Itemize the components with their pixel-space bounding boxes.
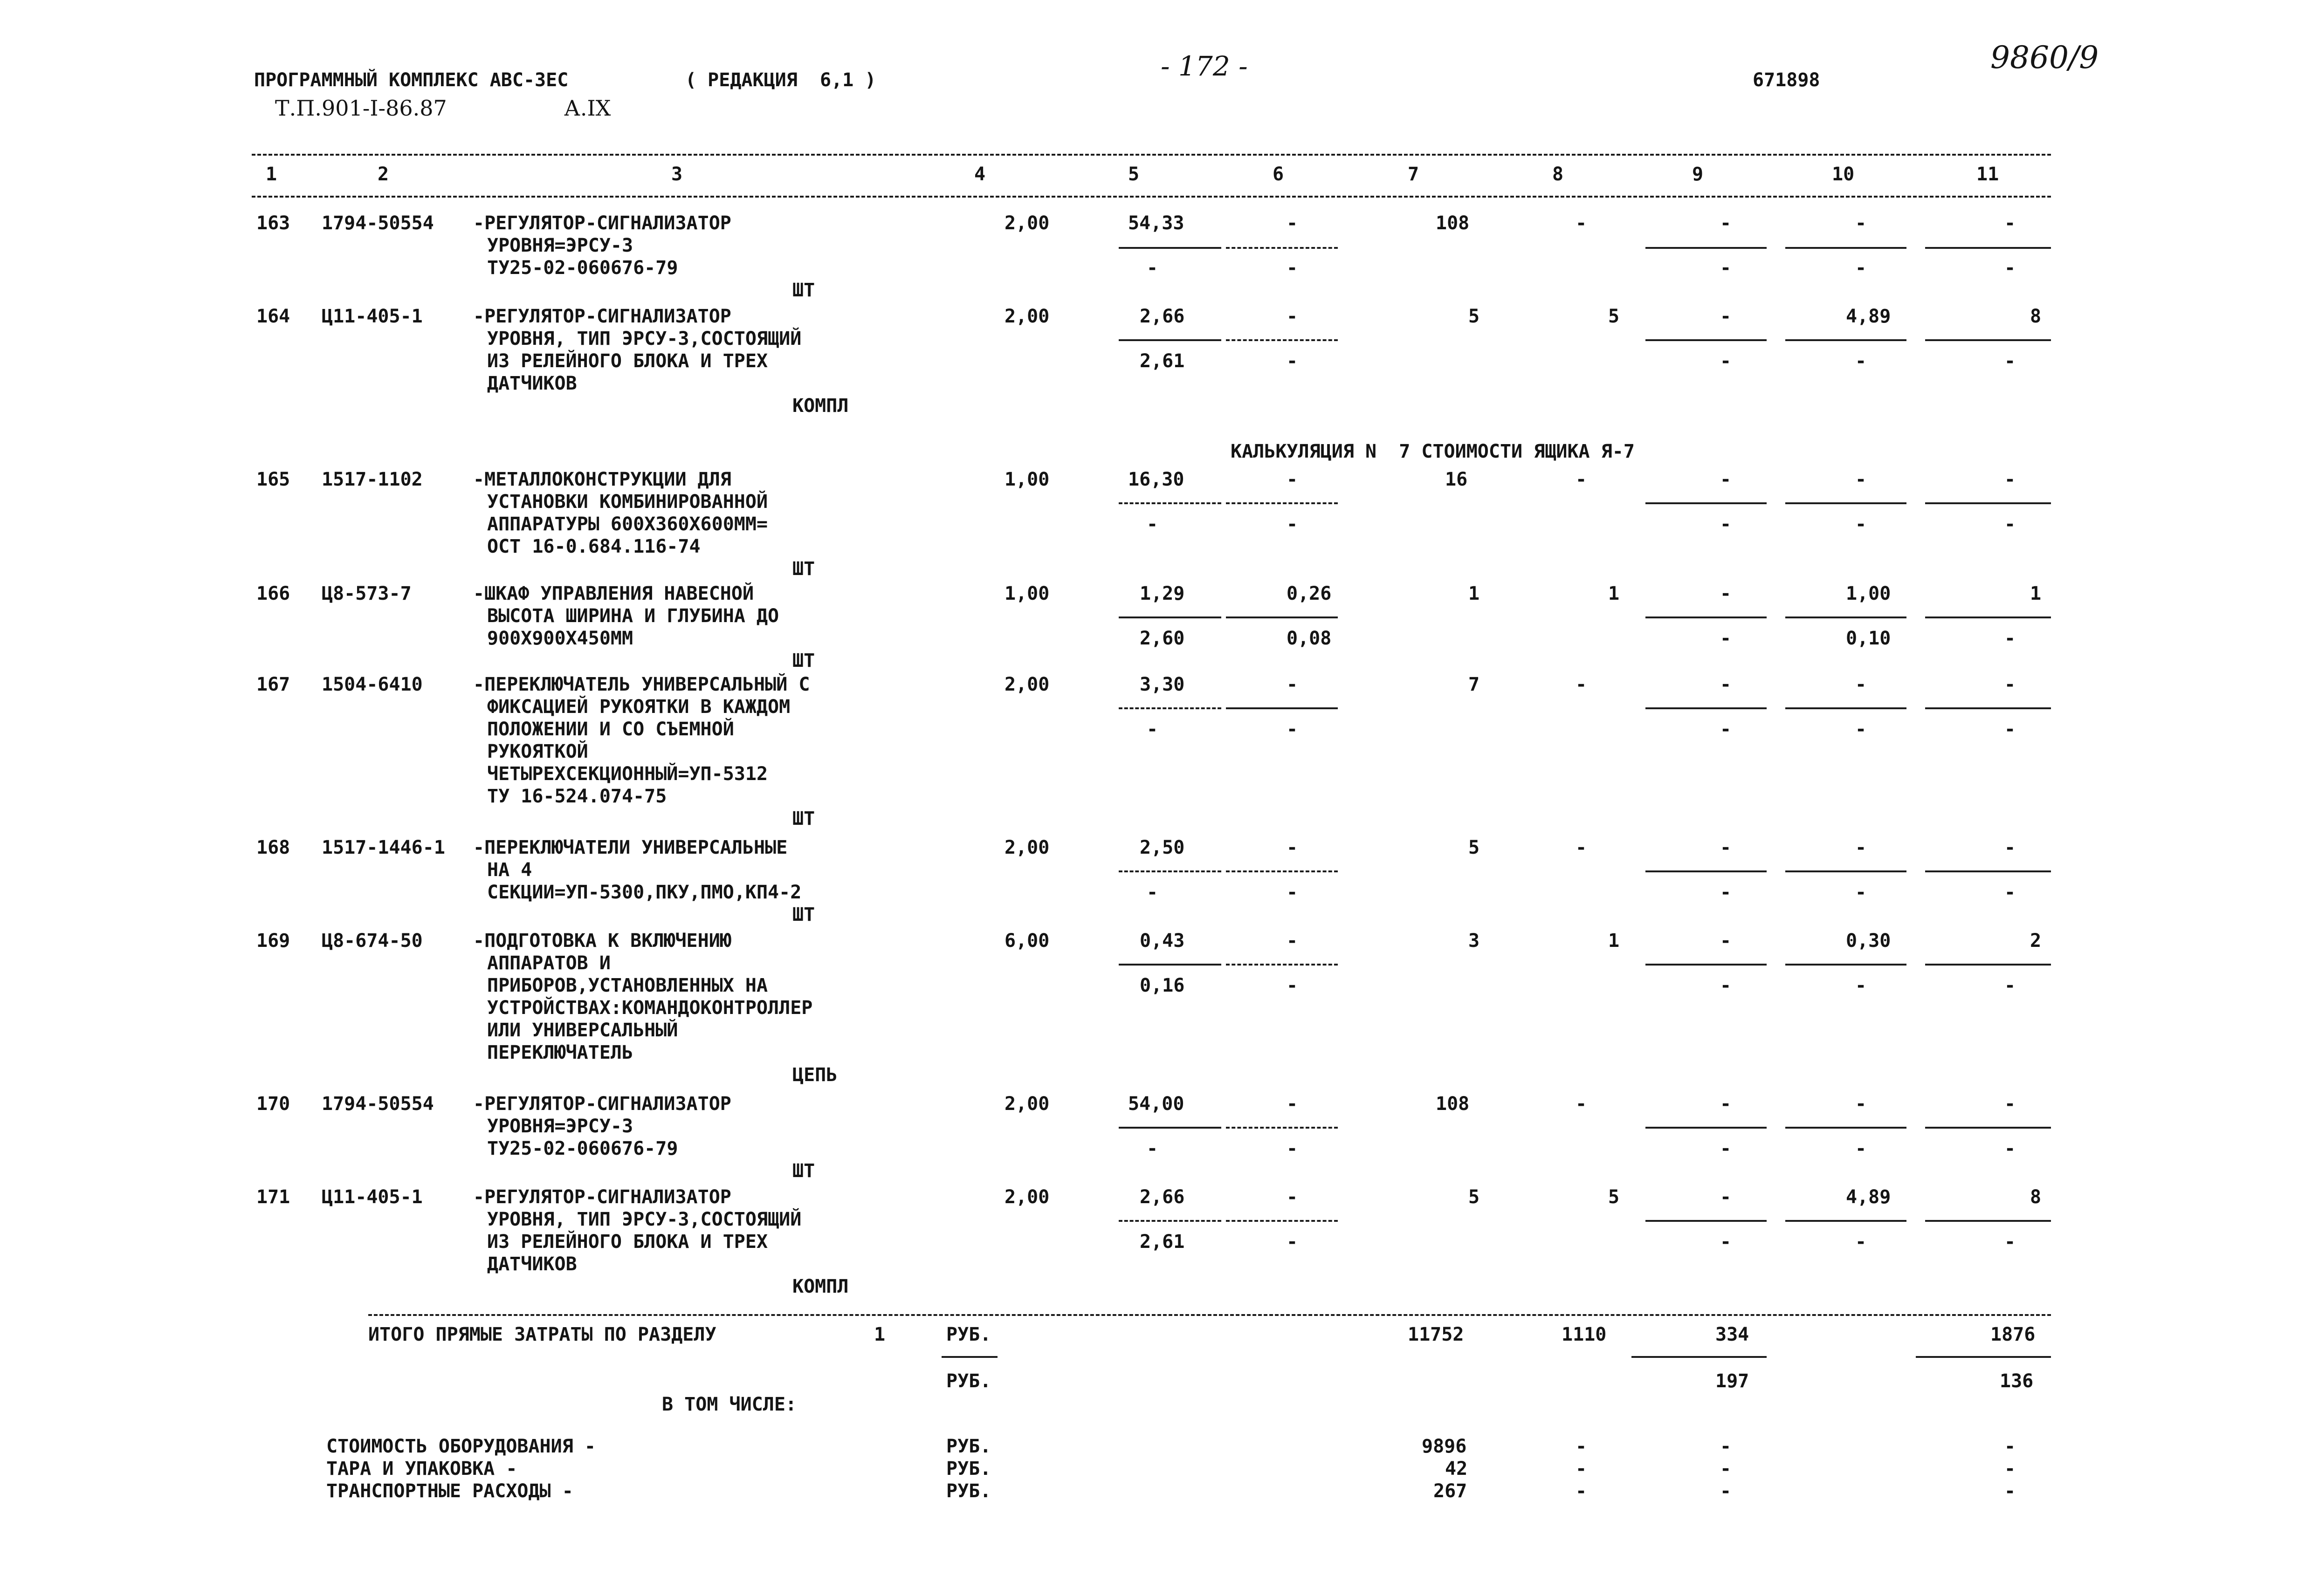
rule [1226,1220,1338,1222]
row-description: ЧЕТЫРЕХСЕКЦИОННЫЙ=УП-5312 [487,763,768,785]
unit-price-sub: 2,61 [1140,1231,1185,1253]
col6-sub: - [1287,719,1298,740]
col9-value: - [1720,930,1732,952]
col9-value: - [1720,306,1732,327]
quantity: 2,00 [1005,837,1050,858]
rule [1119,707,1221,709]
col-header-2: 2 [378,164,389,185]
rule [1925,1220,2051,1222]
col8-value: 1 [1608,583,1620,604]
row-description: -РЕГУЛЯТОР-СИГНАЛИЗАТОР [473,1186,731,1208]
row-description: НА 4 [487,859,532,881]
totals-rule [368,1314,2051,1316]
unit-price: 0,43 [1140,930,1185,952]
col10-sub: - [1855,1138,1867,1159]
col10-value: 4,89 [1846,1186,1891,1208]
col10-sub: - [1855,719,1867,740]
unit-label: ШТ [792,650,815,671]
unit-price-sub: 0,16 [1140,975,1185,996]
rule [1119,1220,1221,1222]
unit-price: 54,00 [1128,1093,1184,1115]
rule [1226,964,1338,966]
col10-sub: 0,10 [1846,628,1891,649]
col6-value: - [1287,930,1298,952]
totals-unit: РУБ. [946,1324,991,1345]
rule [1645,616,1767,618]
unit-price: 2,50 [1140,837,1185,858]
rule [1119,964,1221,966]
calculation-note: КАЛЬКУЛЯЦИЯ N 7 СТОИМОСТИ ЯЩИКА Я-7 [1231,441,1635,462]
col11-sub: - [2004,1231,2016,1253]
col9-sub: - [1720,719,1732,740]
rule [1925,707,2051,709]
col10-value: - [1855,469,1867,490]
rule [1119,616,1221,618]
col10-sub: - [1855,257,1867,279]
totals-unit-2: РУБ. [946,1370,991,1392]
col10-value: - [1855,1093,1867,1115]
row-description: ВЫСОТА ШИРИНА И ГЛУБИНА ДО [487,605,779,627]
unit-label: ШТ [792,1160,815,1182]
col-header-1: 1 [266,164,277,185]
row-description: АППАРАТУРЫ 600Х360Х600ММ= [487,514,768,535]
col6-value: - [1287,1093,1298,1115]
col10-value: - [1855,212,1867,234]
col10-value: 0,30 [1846,930,1891,952]
rule [1645,964,1767,966]
unit-price-sub: - [1147,1138,1158,1159]
row-description: 900Х900Х450ММ [487,628,633,649]
col8-value: - [1576,212,1587,234]
row-description: ИЛИ УНИВЕРСАЛЬНЫЙ [487,1020,678,1041]
rule [1631,1356,1767,1358]
row-number: 169 [256,930,290,952]
col10-value: 4,89 [1846,306,1891,327]
rule [1925,616,2051,618]
col6-sub: 0,08 [1287,628,1332,649]
rule [1645,247,1767,249]
row-number: 168 [256,837,290,858]
breakdown-unit: РУБ. [946,1480,991,1502]
totals-col7: 11752 [1408,1324,1464,1345]
rule [1785,964,1906,966]
col8-value: - [1576,837,1587,858]
col10-sub: - [1855,514,1867,535]
totals-col9-sub: 197 [1715,1370,1749,1392]
rule [1925,870,2051,872]
breakdown-col9: - [1720,1480,1732,1502]
row-description: ФИКСАЦИЕЙ РУКОЯТКИ В КАЖДОМ [487,696,791,718]
unit-label: ШТ [792,558,815,580]
rule [1785,339,1906,341]
price-code: Ц11-405-1 [322,1186,423,1208]
page-number: - 172 - [1161,50,1248,82]
col-header-8: 8 [1552,164,1564,185]
row-description: -РЕГУЛЯТОР-СИГНАЛИЗАТОР [473,1093,731,1115]
col7-value: 3 [1468,930,1480,952]
row-description: СЕКЦИИ=УП-5300,ПКУ,ПМО,КП4-2 [487,882,802,903]
col6-sub: - [1287,1231,1298,1253]
breakdown-col9: - [1720,1436,1732,1457]
col7-value: 16 [1445,469,1468,490]
rule [942,1356,998,1358]
row-description: -РЕГУЛЯТОР-СИГНАЛИЗАТОР [473,306,731,327]
program-name: ПРОГРАММНЫЙ КОМПЛЕКС АВС-ЗЕС [254,69,569,91]
price-code: 1794-50554 [322,1093,434,1115]
price-code: Ц8-674-50 [322,930,423,952]
col6-value: - [1287,469,1298,490]
breakdown-col9: - [1720,1458,1732,1480]
price-code: 1794-50554 [322,212,434,234]
col11-value: - [2004,837,2016,858]
unit-label: ШТ [792,904,815,925]
quantity: 2,00 [1005,674,1050,695]
row-description: -МЕТАЛЛОКОНСТРУКЦИИ ДЛЯ [473,469,731,490]
col7-value: 7 [1468,674,1480,695]
document-number: 671898 [1753,69,1820,91]
col8-value: 5 [1608,1186,1620,1208]
row-description: ПРИБОРОВ,УСТАНОВЛЕННЫХ НА [487,975,768,996]
row-number: 166 [256,583,290,604]
breakdown-col11: - [2004,1436,2016,1457]
price-code: 1517-1446-1 [322,837,445,858]
col8-value: 1 [1608,930,1620,952]
col10-value: - [1855,837,1867,858]
rule [1785,1220,1906,1222]
rule [1925,964,2051,966]
rule [1226,339,1338,341]
unit-price-sub: - [1147,719,1158,740]
breakdown-unit: РУБ. [946,1458,991,1480]
breakdown-col8: - [1576,1436,1587,1457]
col-header-9: 9 [1692,164,1704,185]
breakdown-label: ТРАНСПОРТНЫЕ РАСХОДЫ - [326,1480,573,1502]
rule [1119,339,1221,341]
row-number: 164 [256,306,290,327]
col6-value: - [1287,674,1298,695]
col8-value: - [1576,469,1587,490]
row-description: ТУ 16-524.074-75 [487,786,667,807]
rule [1119,247,1221,249]
breakdown-unit: РУБ. [946,1436,991,1457]
rule [1119,1127,1221,1129]
row-number: 170 [256,1093,290,1115]
col9-sub: - [1720,882,1732,903]
col6-sub: - [1287,882,1298,903]
rule [1785,1127,1906,1129]
row-description: ПЕРЕКЛЮЧАТЕЛЬ [487,1042,633,1063]
row-description: ИЗ РЕЛЕЙНОГО БЛОКА И ТРЕХ [487,1231,768,1253]
col9-sub: - [1720,514,1732,535]
edition-label: ( РЕДАКЦИЯ 6,1 ) [685,69,876,91]
row-description: УСТАНОВКИ КОМБИНИРОВАННОЙ [487,491,768,513]
col11-value: - [2004,212,2016,234]
unit-price-sub: 2,61 [1140,350,1185,372]
quantity: 2,00 [1005,1186,1050,1208]
totals-col8: 1110 [1562,1324,1607,1345]
col11-sub: - [2004,882,2016,903]
col11-value: 1 [2030,583,2042,604]
row-description: УСТРОЙСТВАХ:КОМАНДОКОНТРОЛЛЕР [487,997,813,1019]
unit-label: КОМПЛ [792,395,849,417]
col10-value: 1,00 [1846,583,1891,604]
row-description: -ШКАФ УПРАВЛЕНИЯ НАВЕСНОЙ [473,583,754,604]
row-description: ТУ25-02-060676-79 [487,1138,678,1159]
col9-value: - [1720,837,1732,858]
unit-price: 2,66 [1140,306,1185,327]
col10-value: - [1855,674,1867,695]
row-description: ДАТЧИКОВ [487,1254,577,1275]
rule [1226,707,1338,709]
row-description: -ПОДГОТОВКА К ВКЛЮЧЕНИЮ [473,930,731,952]
col9-sub: - [1720,257,1732,279]
col9-sub: - [1720,628,1732,649]
col11-value: - [2004,469,2016,490]
col9-sub: - [1720,350,1732,372]
quantity: 2,00 [1005,212,1050,234]
price-code: Ц8-573-7 [322,583,412,604]
col10-sub: - [1855,350,1867,372]
rule [1925,247,2051,249]
rule [1925,502,2051,504]
quantity: 2,00 [1005,306,1050,327]
unit-price: 2,66 [1140,1186,1185,1208]
col11-sub: - [2004,975,2016,996]
col9-value: - [1720,1186,1732,1208]
rule [1925,339,2051,341]
col9-value: - [1720,1093,1732,1115]
col6-sub: - [1287,350,1298,372]
col-header-5: 5 [1128,164,1140,185]
rule [1645,339,1767,341]
rule [1226,247,1338,249]
col9-value: - [1720,469,1732,490]
col8-value: - [1576,1093,1587,1115]
col6-value: - [1287,212,1298,234]
breakdown-col7: 42 [1445,1458,1468,1480]
breakdown-col7: 267 [1433,1480,1467,1502]
col9-sub: - [1720,1231,1732,1253]
col11-value: - [2004,674,2016,695]
row-description: -ПЕРЕКЛЮЧАТЕЛИ УНИВЕРСАЛЬНЫЕ [473,837,788,858]
row-description: -ПЕРЕКЛЮЧАТЕЛЬ УНИВЕРСАЛЬНЫЙ С [473,674,810,695]
totals-col9: 334 [1715,1324,1749,1345]
col7-value: 108 [1436,1093,1470,1115]
unit-price-sub: - [1147,257,1158,279]
album-number: А.IX [564,96,611,121]
col6-value: 0,26 [1287,583,1332,604]
unit-price-sub: - [1147,514,1158,535]
col7-value: 5 [1468,837,1480,858]
price-code: Ц11-405-1 [322,306,423,327]
col7-value: 5 [1468,306,1480,327]
rule [1785,616,1906,618]
row-description: РУКОЯТКОЙ [487,741,588,762]
unit-label: ШТ [792,280,815,301]
quantity: 1,00 [1005,469,1050,490]
unit-price: 16,30 [1128,469,1184,490]
unit-price: 3,30 [1140,674,1185,695]
unit-price-sub: - [1147,882,1158,903]
archive-stamp: 9860/9 [1990,40,2099,75]
row-description: ПОЛОЖЕНИИ И СО СЪЕМНОЙ [487,719,734,740]
rule [1226,870,1338,872]
project-code: Т.П.901-I-86.87 [275,96,447,121]
rule [1645,502,1767,504]
col6-value: - [1287,306,1298,327]
col-header-3: 3 [671,164,683,185]
including-label: В ТОМ ЧИСЛЕ: [662,1394,797,1415]
rule [1226,1127,1338,1129]
row-description: ИЗ РЕЛЕЙНОГО БЛОКА И ТРЕХ [487,350,768,372]
col11-sub: - [2004,514,2016,535]
col6-value: - [1287,1186,1298,1208]
col10-sub: - [1855,882,1867,903]
row-number: 171 [256,1186,290,1208]
totals-section: 1 [874,1324,886,1345]
row-description: АППАРАТОВ И [487,952,611,974]
col11-sub: - [2004,628,2016,649]
col10-sub: - [1855,975,1867,996]
col9-value: - [1720,674,1732,695]
col6-sub: - [1287,257,1298,279]
row-description: УРОВНЯ, ТИП ЭРСУ-3,СОСТОЯЩИЙ [487,328,802,349]
col-header-4: 4 [974,164,986,185]
col10-sub: - [1855,1231,1867,1253]
totals-label: ИТОГО ПРЯМЫЕ ЗАТРАТЫ ПО РАЗДЕЛУ [368,1324,716,1345]
col9-sub: - [1720,1138,1732,1159]
rule [1119,502,1221,504]
col-header-11: 11 [1976,164,1999,185]
unit-price: 1,29 [1140,583,1185,604]
col-header-10: 10 [1832,164,1855,185]
row-description: УРОВНЯ, ТИП ЭРСУ-3,СОСТОЯЩИЙ [487,1209,802,1230]
rule [1785,870,1906,872]
rule [1916,1356,2051,1358]
unit-label: КОМПЛ [792,1276,849,1297]
row-description: ОСТ 16-0.684.116-74 [487,536,701,557]
col8-value: - [1576,674,1587,695]
col11-sub: - [2004,350,2016,372]
rule [1226,616,1338,618]
price-code: 1517-1102 [322,469,423,490]
rule [1925,1127,2051,1129]
col6-value: - [1287,837,1298,858]
col6-sub: - [1287,514,1298,535]
breakdown-col11: - [2004,1480,2016,1502]
col11-sub: - [2004,1138,2016,1159]
col7-value: 5 [1468,1186,1480,1208]
col8-value: 5 [1608,306,1620,327]
col11-value: 8 [2030,306,2042,327]
col11-sub: - [2004,257,2016,279]
col9-sub: - [1720,975,1732,996]
col7-value: 108 [1436,212,1470,234]
breakdown-label: ТАРА И УПАКОВКА - [326,1458,517,1480]
quantity: 2,00 [1005,1093,1050,1115]
col11-value: 2 [2030,930,2042,952]
col11-sub: - [2004,719,2016,740]
col-header-6: 6 [1273,164,1284,185]
row-description: ТУ25-02-060676-79 [487,257,678,279]
rule [1226,502,1338,504]
header-rule-top [252,154,2051,156]
totals-col11: 1876 [1990,1324,2036,1345]
breakdown-label: СТОИМОСТЬ ОБОРУДОВАНИЯ - [326,1436,596,1457]
breakdown-col11: - [2004,1458,2016,1480]
rule [1645,1127,1767,1129]
unit-label: ШТ [792,808,815,829]
breakdown-col8: - [1576,1458,1587,1480]
price-code: 1504-6410 [322,674,423,695]
quantity: 1,00 [1005,583,1050,604]
col11-value: 8 [2030,1186,2042,1208]
row-description: УРОВНЯ=ЭРСУ-3 [487,1116,633,1137]
breakdown-col7: 9896 [1422,1436,1467,1457]
col6-sub: - [1287,975,1298,996]
col9-value: - [1720,212,1732,234]
breakdown-col8: - [1576,1480,1587,1502]
row-number: 167 [256,674,290,695]
col6-sub: - [1287,1138,1298,1159]
unit-label: ЦЕПЬ [792,1064,838,1086]
rule [1785,707,1906,709]
rule [1785,247,1906,249]
col9-value: - [1720,583,1732,604]
row-number: 163 [256,212,290,234]
rule [1645,870,1767,872]
rule [1119,870,1221,872]
unit-price-sub: 2,60 [1140,628,1185,649]
col11-value: - [2004,1093,2016,1115]
rule [1785,502,1906,504]
unit-price: 54,33 [1128,212,1184,234]
row-description: УРОВНЯ=ЭРСУ-3 [487,235,633,256]
totals-col11-sub: 136 [2000,1370,2034,1392]
header-rule-bottom [252,196,2051,198]
col7-value: 1 [1468,583,1480,604]
row-number: 165 [256,469,290,490]
quantity: 6,00 [1005,930,1050,952]
rule [1645,707,1767,709]
row-description: ДАТЧИКОВ [487,373,577,394]
row-description: -РЕГУЛЯТОР-СИГНАЛИЗАТОР [473,212,731,234]
rule [1645,1220,1767,1222]
col-header-7: 7 [1408,164,1419,185]
